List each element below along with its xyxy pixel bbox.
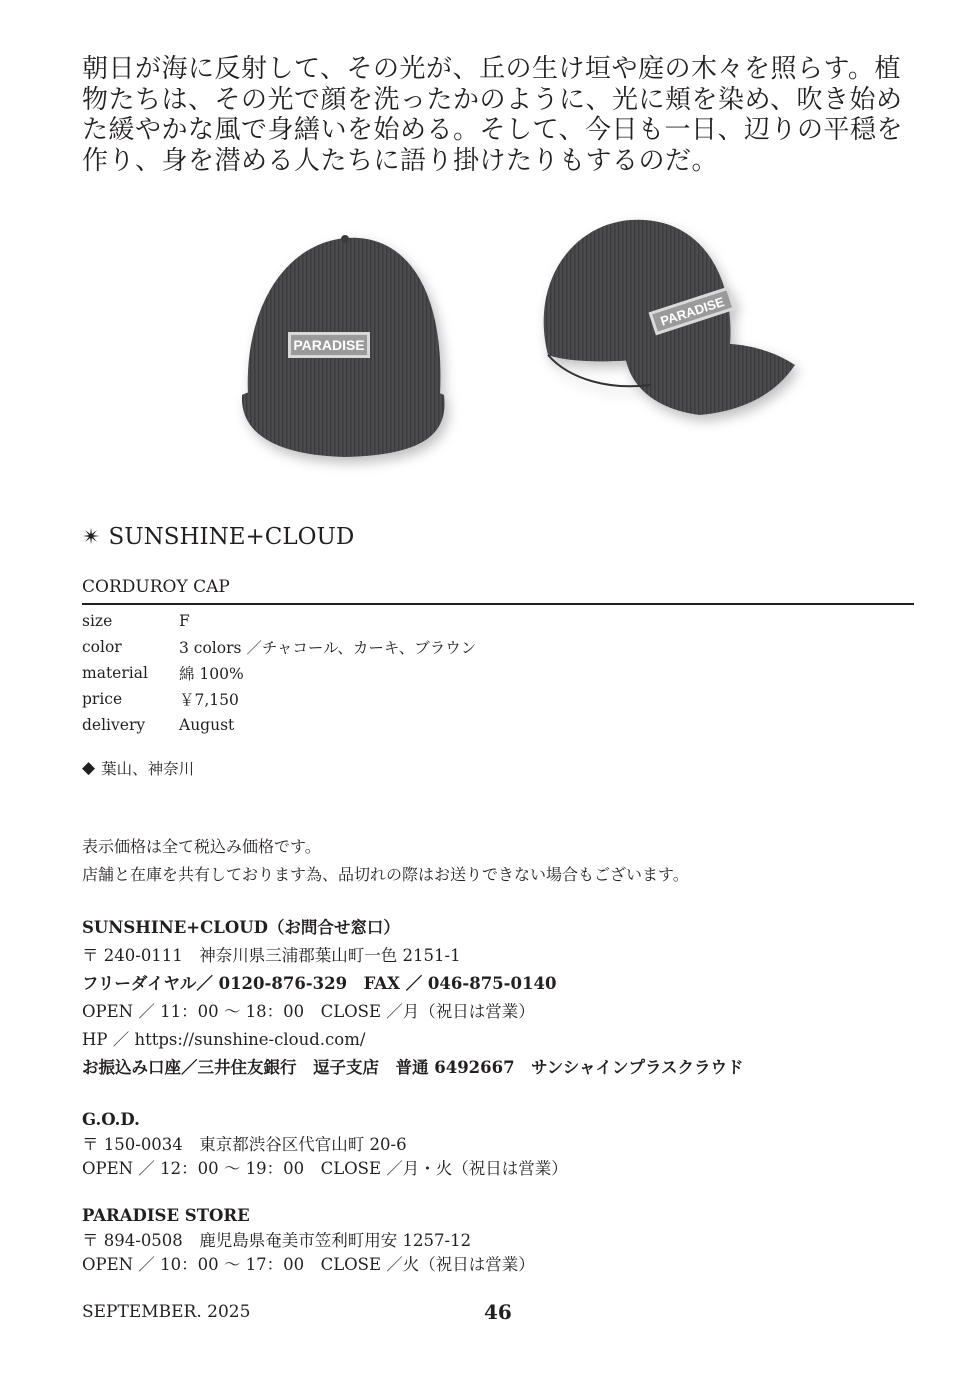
note-tax: 表示価格は全て税込み価格です。 [82, 837, 321, 856]
location [82, 757, 194, 779]
intro-paragraph: 朝日が海に反射して、その光が、丘の生け垣や庭の木々を照らす。植物たちは、その光で顔を洗ったかのように、光に頬を染め、吹き始めた緩やかな風で身繕いを始める。そして、今日も一日、辺りの平穏を作り、身を潜める人たちに語り掛けたりもするのだ。 [82, 54, 903, 176]
issue-date: SEPTEMBER. 2025 [82, 1302, 251, 1322]
spec-value: 3 colors ／チャコール、カーキ、ブラウン [179, 639, 477, 657]
shop-sunshine-cloud [82, 914, 744, 1082]
spec-value: 綿 100% [179, 665, 244, 683]
shop-title: SUNSHINE+CLOUD（お問合せ窓口） [82, 918, 400, 937]
shop-homepage: HP ／ https://sunshine-cloud.com/ [82, 1030, 366, 1049]
shop-god [82, 1108, 568, 1182]
diamond-icon: ◆ [82, 758, 96, 778]
star-icon: ✴ [82, 524, 101, 550]
spec-key: color [82, 638, 122, 656]
spec-list [82, 608, 476, 738]
shop-paradise-store [82, 1204, 535, 1278]
brand-name: SUNSHINE+CLOUD [108, 524, 355, 550]
shop-address: 〒 894-0508 鹿児島県奄美市笠利町用安 1257-12 [82, 1230, 472, 1250]
spec-value: August [179, 716, 235, 734]
patch-text-front: PARADISE [293, 337, 365, 353]
shop-address: 〒 150-0034 東京都渋谷区代官山町 20-6 [82, 1134, 407, 1154]
spec-key: material [82, 664, 148, 682]
spec-row-delivery [82, 712, 476, 738]
notes [82, 833, 689, 889]
spec-key: size [82, 612, 113, 630]
spec-key: delivery [82, 716, 146, 734]
spec-key: price [82, 690, 123, 708]
shop-hours: OPEN ／ 12：00 ～ 19：00 CLOSE ／月・火（祝日は営業） [82, 1159, 568, 1178]
shop-title: PARADISE STORE [82, 1206, 250, 1225]
cap-front [242, 235, 445, 457]
shop-hours: OPEN ／ 10：00 ～ 17：00 CLOSE ／火（祝日は営業） [82, 1255, 535, 1274]
patch-text-side: PARADISE [658, 294, 727, 329]
spec-row-material [82, 660, 476, 686]
spec-row-color [82, 634, 476, 660]
product-name: CORDUROY CAP [82, 577, 230, 597]
shop-bank: お振込み口座／三井住友銀行 逗子支店 普通 6492667 サンシャインプラスクラウド [82, 1058, 744, 1077]
shop-phone: フリーダイヤル／ 0120-876-329 FAX ／ 046-875-0140 [82, 974, 557, 993]
spec-value: F [179, 612, 190, 630]
note-stock: 店舗と在庫を共有しております為、品切れの際はお送りできない場合もございます。 [82, 865, 689, 884]
page-number: 46 [484, 1300, 512, 1324]
brand-heading [82, 524, 354, 550]
spec-value: ￥7,150 [179, 691, 239, 709]
spec-row-size [82, 608, 476, 634]
product-photo [230, 205, 830, 495]
spec-row-price [82, 686, 476, 712]
shop-address: 〒 240-0111 神奈川県三浦郡葉山町一色 2151-1 [82, 946, 461, 965]
location-text: 葉山、神奈川 [101, 760, 195, 778]
divider [82, 603, 914, 605]
cap-side [544, 220, 795, 415]
shop-hours: OPEN ／ 11：00 ～ 18：00 CLOSE ／月（祝日は営業） [82, 1002, 535, 1021]
shop-title: G.O.D. [82, 1110, 140, 1129]
